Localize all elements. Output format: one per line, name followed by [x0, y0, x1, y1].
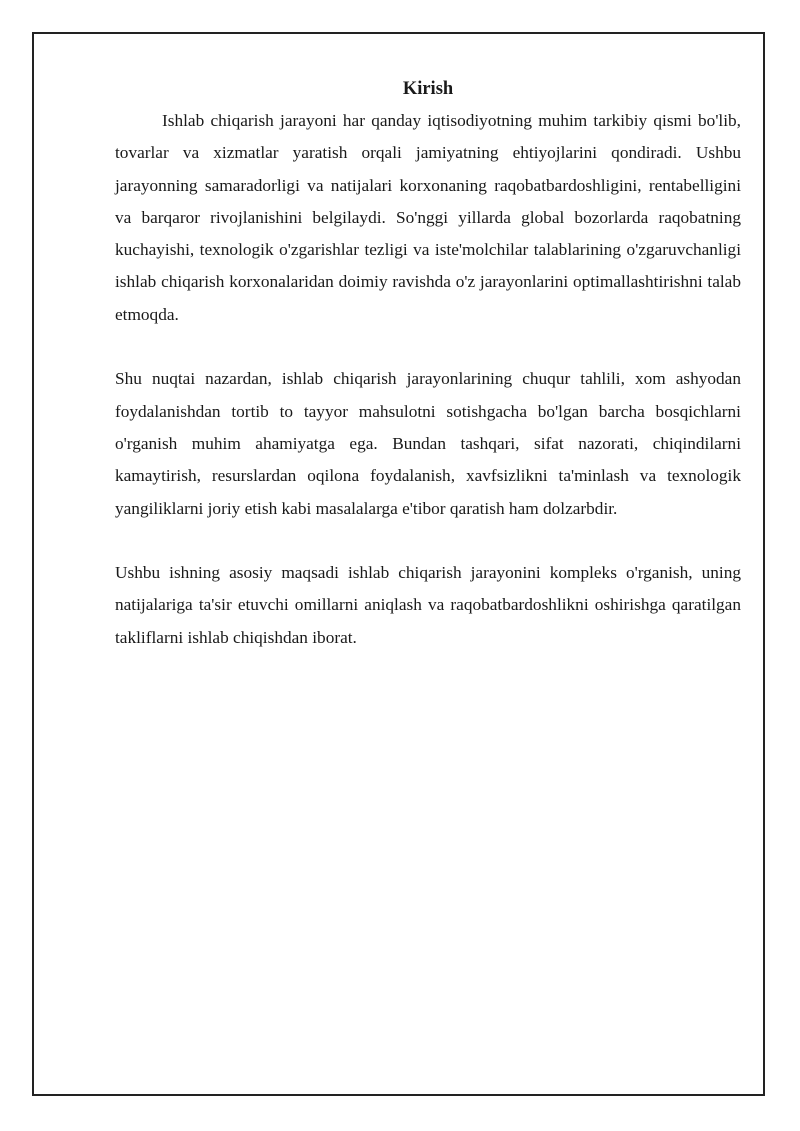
- paragraph-context: Shu nuqtai nazardan, ishlab chiqarish jarayonlarining chuqur tahlili, xom ashyodan foydalanishdan tortib to tayyor mahsulotni sotishgacha bo'lgan barcha bosqichlarni o'rganish muhim ahamiyatga ega. Bundan tashqari, sifat nazorati, chiqindilarni kamaytirish, resurslardan oqilona foydalanish, xavfsizlikni ta'minlash va texnologik yangiliklarni joriy etish kabi masalalarga e'tibor qaratish ham dolzarbdir.: [115, 369, 741, 518]
- paragraph-spacer: [115, 525, 741, 557]
- document-body: [115, 73, 741, 654]
- paragraph-intro: Ishlab chiqarish jarayoni har qanday iqtisodiyotning muhim tarkibiy qismi bo'lib, tovarlar va xizmatlar yaratish orqali jamiyatning ehtiyojlarini qondiradi. Ushbu jarayonning samaradorligi va natijalari korxonaning raqobatbardoshligini, rentabelligini va barqaror rivojlanishini belgilaydi. So'nggi yillarda global bozorlarda raqobatning kuchayishi, texnologik o'zgarishlar tezligi va iste'molchilar talablarining o'zgaruvchanligi ishlab chiqarish korxonalaridan doimiy ravishda o'z jarayonlarini optimallashtirishni talab etmoqda.: [115, 111, 741, 324]
- paragraph-goal: Ushbu ishning asosiy maqsadi ishlab chiqarish jarayonini kompleks o'rganish, uning natijalariga ta'sir etuvchi omillarni aniqlash va raqobatbardoshlikni oshirishga qaratilgan takliflarni ishlab chiqishdan iborat.: [115, 563, 741, 647]
- paragraph-spacer: [115, 331, 741, 363]
- document-title: Kirish: [402, 79, 454, 99]
